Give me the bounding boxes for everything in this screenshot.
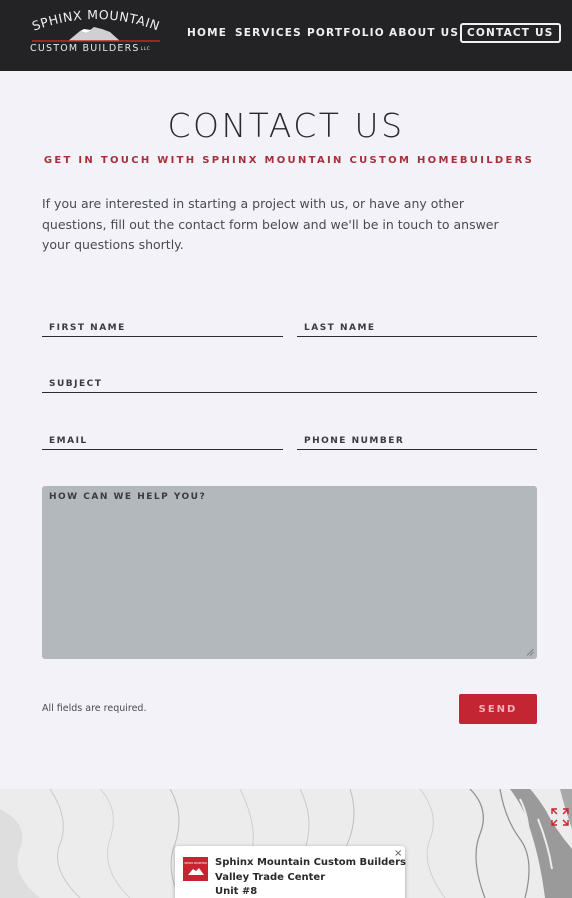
- send-button[interactable]: SEND: [459, 694, 537, 724]
- last-name-input[interactable]: [297, 318, 537, 339]
- subject-field-wrap: [42, 371, 537, 393]
- resize-handle-icon[interactable]: [526, 648, 534, 656]
- popup-address-line2: Unit #8: [215, 886, 258, 897]
- logo-line2: [30, 43, 150, 54]
- nav-item-portfolio[interactable]: PORTFOLIO: [307, 27, 385, 39]
- popup-logo-text: SPHINX MOUNTAIN: [184, 862, 207, 865]
- message-textarea[interactable]: [42, 486, 537, 659]
- expand-icon[interactable]: [549, 806, 571, 828]
- required-note: All fields are required.: [42, 703, 147, 714]
- email-input[interactable]: [42, 431, 283, 452]
- map-info-popup: [175, 846, 405, 898]
- nav-item-home[interactable]: HOME: [187, 27, 228, 39]
- intro-paragraph: If you are interested in starting a project with us, or have any other questions, fill out the contact form below and we'll be in touch to answer your questions shortly.: [42, 196, 499, 252]
- popup-logo: [183, 857, 208, 881]
- site-header: [0, 0, 572, 71]
- email-field-wrap: [42, 428, 283, 450]
- message-field-wrap: [42, 486, 537, 659]
- logo-suffix: LLC: [140, 47, 151, 52]
- first-name-field-wrap: [42, 315, 283, 337]
- page-subtitle: GET IN TOUCH WITH SPHINX MOUNTAIN CUSTOM HOMEBUILDERS: [43, 155, 535, 166]
- popup-business-name: Sphinx Mountain Custom Builders: [215, 857, 406, 868]
- close-icon[interactable]: ×: [394, 848, 403, 859]
- nav-item-about-us[interactable]: ABOUT US: [389, 27, 460, 39]
- nav-item-services[interactable]: SERVICES: [235, 27, 302, 39]
- nav-item-contact-us[interactable]: CONTACT US: [460, 23, 561, 43]
- popup-address: [215, 856, 406, 898]
- first-name-input[interactable]: [42, 318, 283, 339]
- logo-line2-text: CUSTOM BUILDERS: [30, 43, 140, 54]
- phone-input[interactable]: [297, 431, 537, 452]
- site-logo[interactable]: [28, 10, 164, 58]
- page-title: CONTACT US: [167, 106, 405, 145]
- subject-input[interactable]: [42, 374, 537, 395]
- popup-address-line1: Valley Trade Center: [215, 871, 326, 883]
- last-name-field-wrap: [297, 315, 537, 337]
- phone-field-wrap: [297, 428, 537, 450]
- logo-line1: SPHINX MOUNTAIN: [30, 10, 162, 34]
- logo-mountain-graphic: [28, 10, 164, 44]
